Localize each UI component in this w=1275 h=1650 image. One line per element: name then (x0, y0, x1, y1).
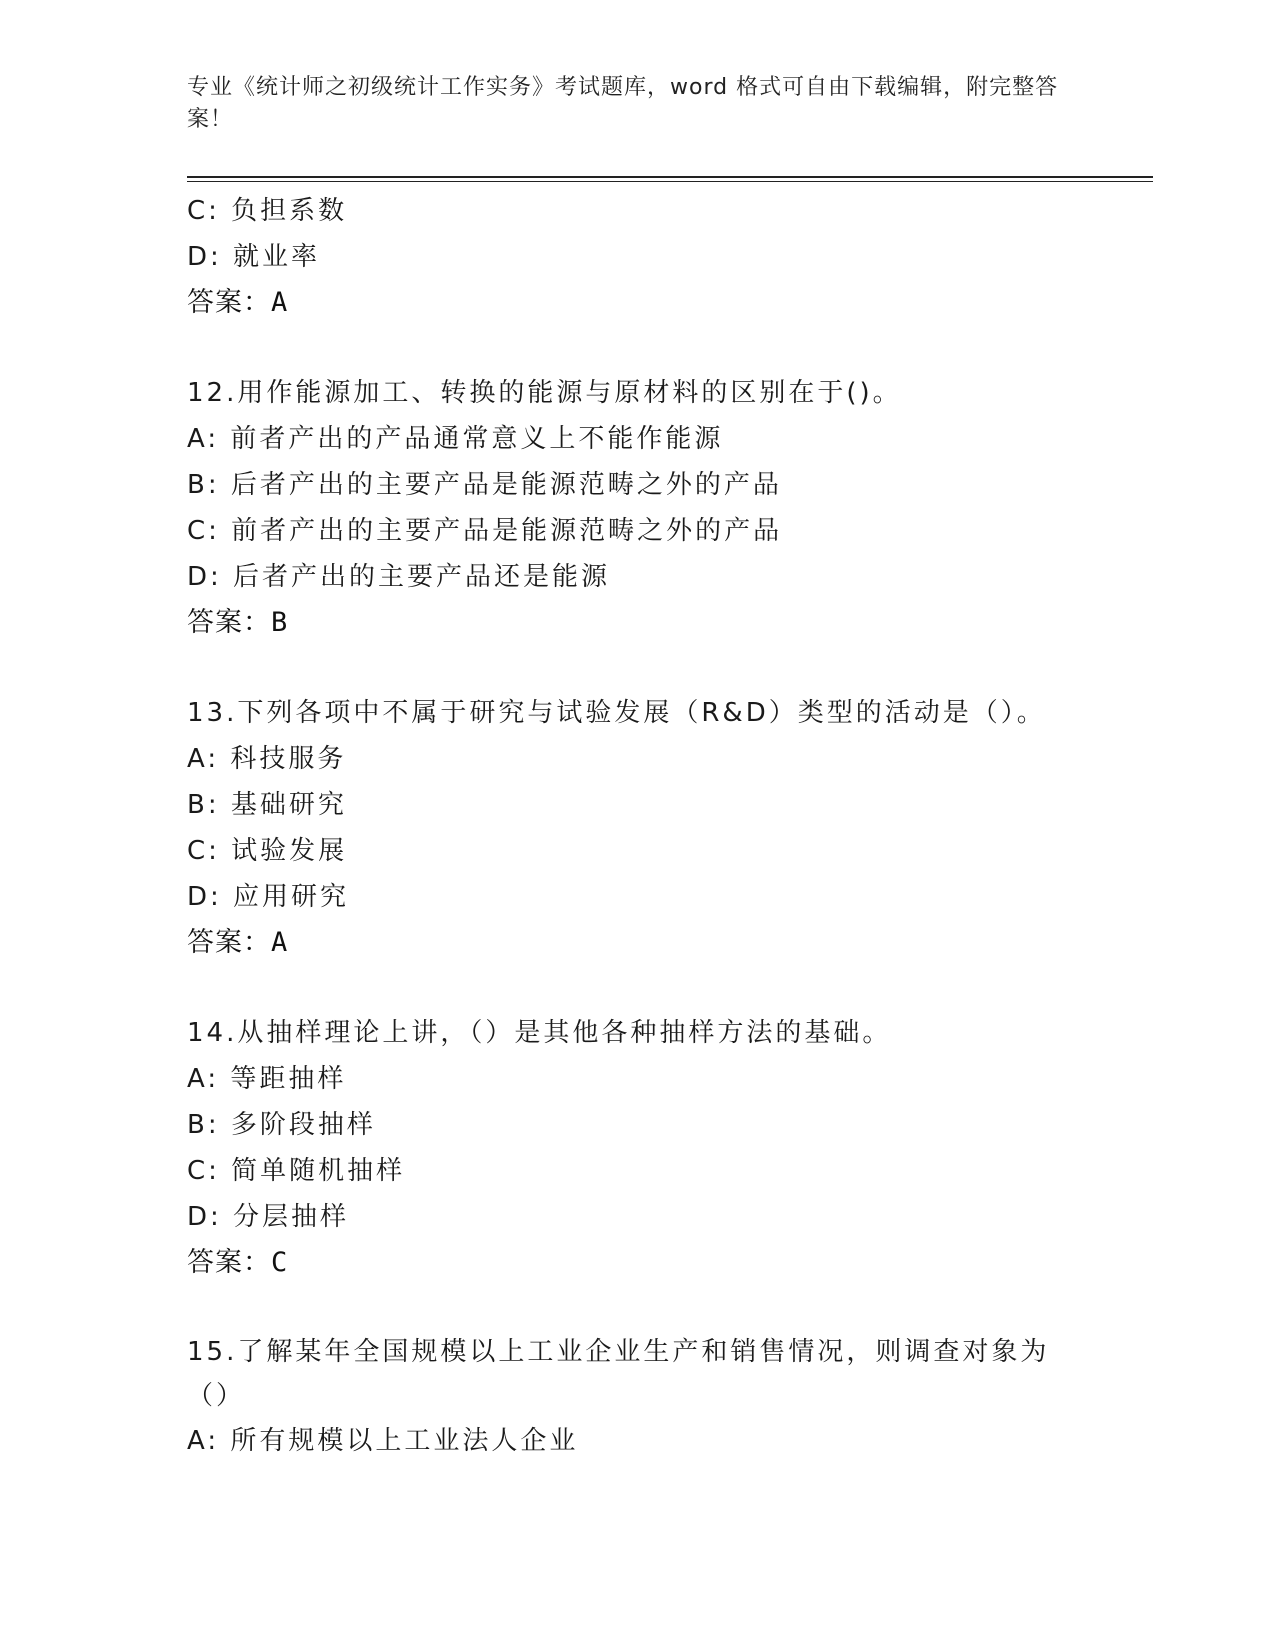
answer-label: 答案： (187, 927, 271, 958)
option-c: C: 试验发展 (187, 836, 348, 866)
option-d: D: 应用研究 (187, 882, 350, 912)
answer-value: A (271, 927, 289, 958)
question-stem: 14.从抽样理论上讲，（）是其他各种抽样方法的基础。 (187, 1018, 892, 1048)
question-11-fragment (187, 188, 1153, 326)
answer-line (187, 280, 1153, 326)
header-divider-thick (187, 176, 1153, 178)
option-d: D: 后者产出的主要产品还是能源 (187, 562, 611, 592)
question-stem: 13.下列各项中不属于研究与试验发展（R&D）类型的活动是（）。 (187, 698, 1046, 728)
option-b: B: 基础研究 (187, 790, 347, 820)
option-a: A: 所有规模以上工业法人企业 (187, 1426, 579, 1456)
question-15 (187, 1330, 1153, 1464)
option-c: C: 简单随机抽样 (187, 1156, 406, 1186)
question-stem: 15.了解某年全国规模以上工业企业生产和销售情况，则调查对象为（） (187, 1337, 1050, 1411)
answer-line (187, 920, 1153, 966)
answer-line (187, 600, 1153, 646)
header-divider-thin (187, 181, 1153, 182)
answer-line (187, 1240, 1153, 1286)
option-a: A: 前者产出的产品通常意义上不能作能源 (187, 424, 724, 454)
option-b: B: 多阶段抽样 (187, 1110, 376, 1140)
answer-label: 答案： (187, 287, 271, 318)
question-14 (187, 1010, 1153, 1286)
option-c: C: 负担系数 (187, 196, 348, 226)
document-header (187, 72, 1067, 136)
option-d: D: 分层抽样 (187, 1202, 350, 1232)
option-b: B: 后者产出的主要产品是能源范畴之外的产品 (187, 470, 782, 500)
question-stem: 12.用作能源加工、转换的能源与原材料的区别在于()。 (187, 378, 902, 408)
option-c: C: 前者产出的主要产品是能源范畴之外的产品 (187, 516, 783, 546)
question-list (187, 188, 1153, 1464)
answer-value: A (271, 287, 289, 318)
answer-value: B (271, 607, 289, 638)
answer-label: 答案： (187, 607, 271, 638)
option-d: D: 就业率 (187, 242, 321, 272)
option-a: A: 等距抽样 (187, 1064, 347, 1094)
question-13 (187, 690, 1153, 966)
answer-label: 答案： (187, 1247, 271, 1278)
answer-value: C (271, 1247, 289, 1278)
header-text: 专业《统计师之初级统计工作实务》考试题库，word 格式可自由下载编辑，附完整答案！ (187, 75, 1059, 132)
question-12 (187, 370, 1153, 646)
option-a: A: 科技服务 (187, 744, 347, 774)
